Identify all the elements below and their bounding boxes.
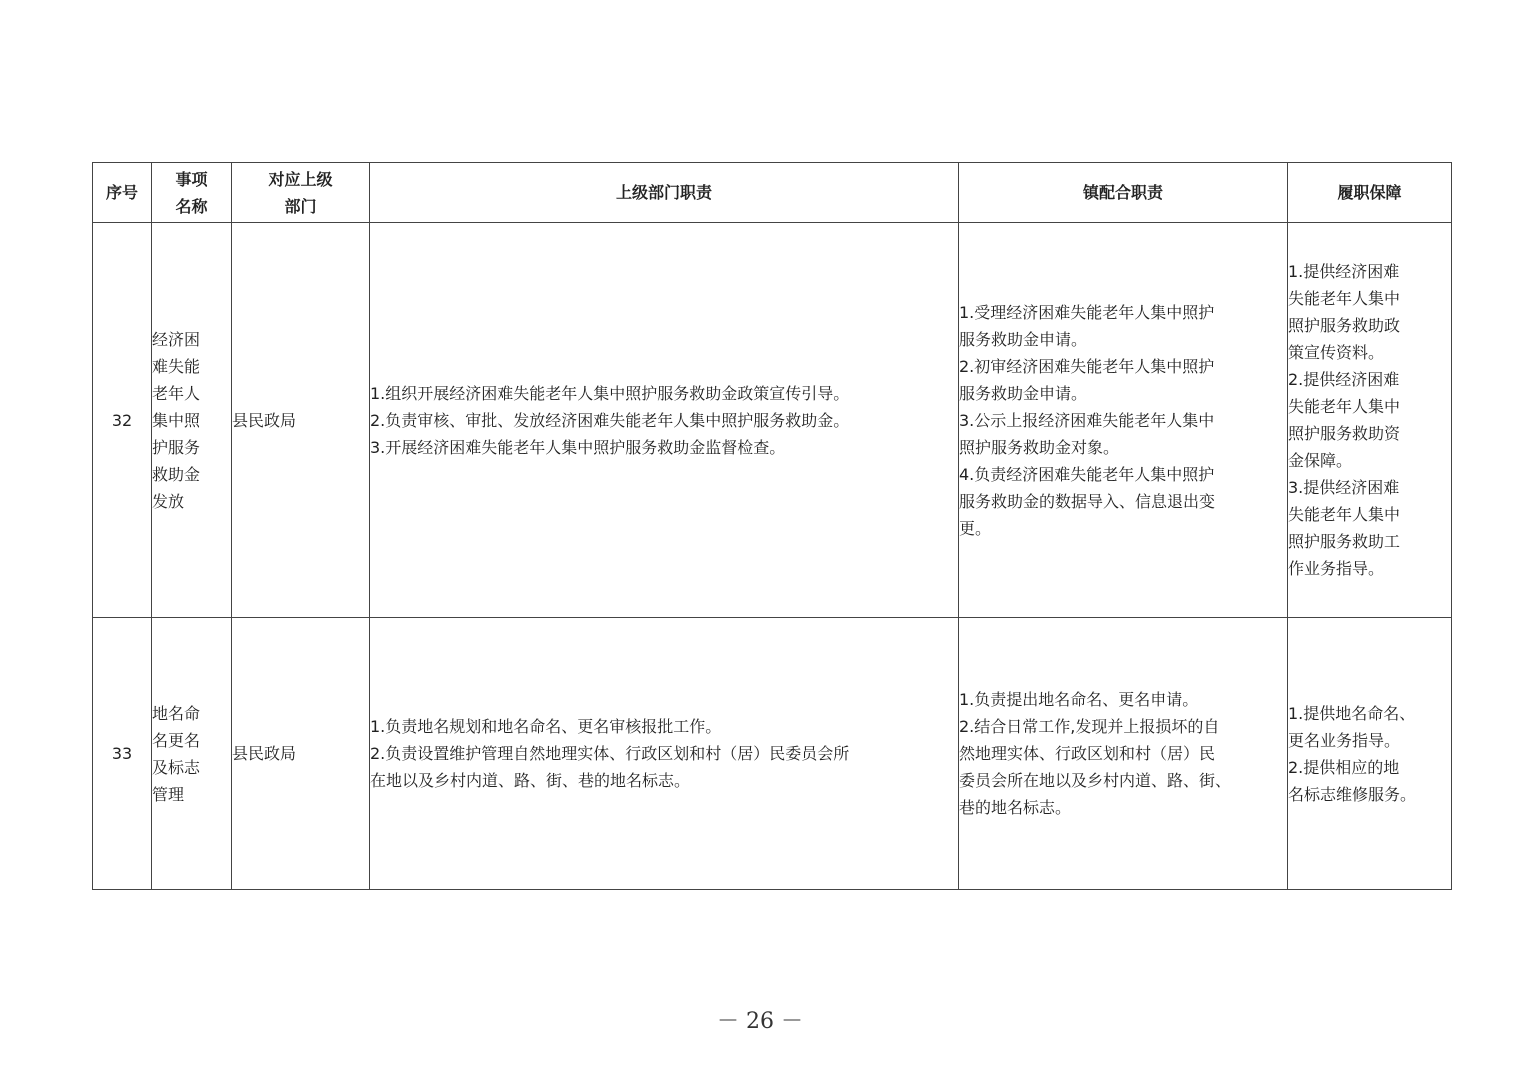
text-line: 失能老年人集中	[1288, 505, 1401, 524]
text-line: 1.受理经济困难失能老年人集中照护	[959, 302, 1215, 322]
row-num: 33	[93, 618, 152, 890]
text-line: 照护服务救助资	[1288, 424, 1401, 443]
text-line: 集中照	[152, 410, 201, 430]
responsibility-table	[92, 162, 1452, 890]
text-line: 3.公示上报经济困难失能老年人集中	[959, 410, 1215, 430]
text-line: 然地理实体、行政区划和村（居）民	[959, 744, 1216, 763]
text-line: 服务救助金申请。	[959, 383, 1088, 403]
row-item-name	[152, 223, 232, 618]
text-line: 2.负责审核、审批、发放经济困难失能老年人集中照护服务救助金。	[370, 410, 850, 430]
text-line: 巷的地名标志。	[959, 798, 1072, 817]
header-town-duties: 镇配合职责	[959, 163, 1288, 223]
text-line: 照护服务救助政	[1288, 316, 1401, 335]
text-line: 2.提供相应的地	[1288, 757, 1400, 777]
header-dept	[232, 163, 370, 223]
text-line: 2.结合日常工作,发现并上报损坏的自	[959, 717, 1220, 736]
text-line: 老年人	[152, 383, 201, 403]
text-line: 金保障。	[1288, 451, 1353, 470]
text-line: 照护服务救助工	[1288, 532, 1401, 551]
text-line: 更。	[959, 518, 992, 538]
text-line: 1.提供经济困难	[1288, 262, 1400, 281]
text-line: 护服务	[152, 437, 201, 457]
text-line: 地名命	[152, 703, 201, 723]
text-line: 2.提供经济困难	[1288, 370, 1400, 389]
text-line: 作业务指导。	[1288, 559, 1385, 578]
text-line: 救助金	[152, 464, 201, 484]
text-line: 3.开展经济困难失能老年人集中照护服务救助金监督检查。	[370, 437, 786, 457]
row-higher-duties	[370, 223, 959, 618]
text-line: 经济困	[152, 329, 201, 349]
text-line: 3.提供经济困难	[1288, 478, 1400, 497]
row-item-name	[152, 618, 232, 890]
header-guarantee: 履职保障	[1288, 163, 1452, 223]
row-num: 32	[93, 223, 152, 618]
text-line: 服务救助金的数据导入、信息退出变	[959, 491, 1216, 511]
row-guarantee	[1288, 618, 1452, 890]
text-line: 难失能	[152, 356, 201, 376]
text-line: 2.负责设置维护管理自然地理实体、行政区划和村（居）民委员会所	[370, 744, 850, 763]
text-line: 1.提供地名命名、	[1288, 703, 1416, 723]
row-department: 县民政局	[232, 223, 370, 618]
header-dept-line: 部门	[284, 196, 317, 216]
row-department: 县民政局	[232, 618, 370, 890]
header-name	[152, 163, 232, 223]
header-num: 序号	[93, 163, 152, 223]
header-dept-line: 对应上级	[268, 169, 333, 189]
text-line: 管理	[152, 784, 185, 804]
text-line: 发放	[152, 491, 185, 511]
text-line: 及标志	[152, 757, 201, 777]
text-line: 更名业务指导。	[1288, 730, 1401, 750]
header-name-line: 事项	[175, 169, 208, 189]
header-name-line: 名称	[175, 196, 208, 216]
row-town-duties	[959, 223, 1288, 618]
text-line: 名标志维修服务。	[1288, 784, 1417, 804]
text-line: 1.组织开展经济困难失能老年人集中照护服务救助金政策宣传引导。	[370, 383, 850, 403]
text-line: 在地以及乡村内道、路、街、巷的地名标志。	[370, 771, 691, 790]
table-header-row	[93, 163, 1452, 223]
text-line: 失能老年人集中	[1288, 289, 1401, 308]
page-number: － 26 －	[717, 1009, 803, 1034]
row-town-duties	[959, 618, 1288, 890]
table-row	[93, 618, 1452, 890]
text-line: 策宣传资料。	[1288, 343, 1385, 362]
text-line: 委员会所在地以及乡村内道、路、街、	[959, 771, 1232, 790]
header-higher-duties: 上级部门职责	[370, 163, 959, 223]
text-line: 2.初审经济困难失能老年人集中照护	[959, 356, 1215, 376]
text-line: 服务救助金申请。	[959, 329, 1088, 349]
text-line: 失能老年人集中	[1288, 397, 1401, 416]
row-guarantee	[1288, 223, 1452, 618]
row-higher-duties	[370, 618, 959, 890]
text-line: 4.负责经济困难失能老年人集中照护	[959, 464, 1215, 484]
text-line: 名更名	[152, 730, 201, 750]
table-row	[93, 223, 1452, 618]
text-line: 1.负责地名规划和地名命名、更名审核报批工作。	[370, 717, 722, 736]
text-line: 1.负责提出地名命名、更名申请。	[959, 690, 1199, 709]
text-line: 照护服务救助金对象。	[959, 437, 1120, 457]
